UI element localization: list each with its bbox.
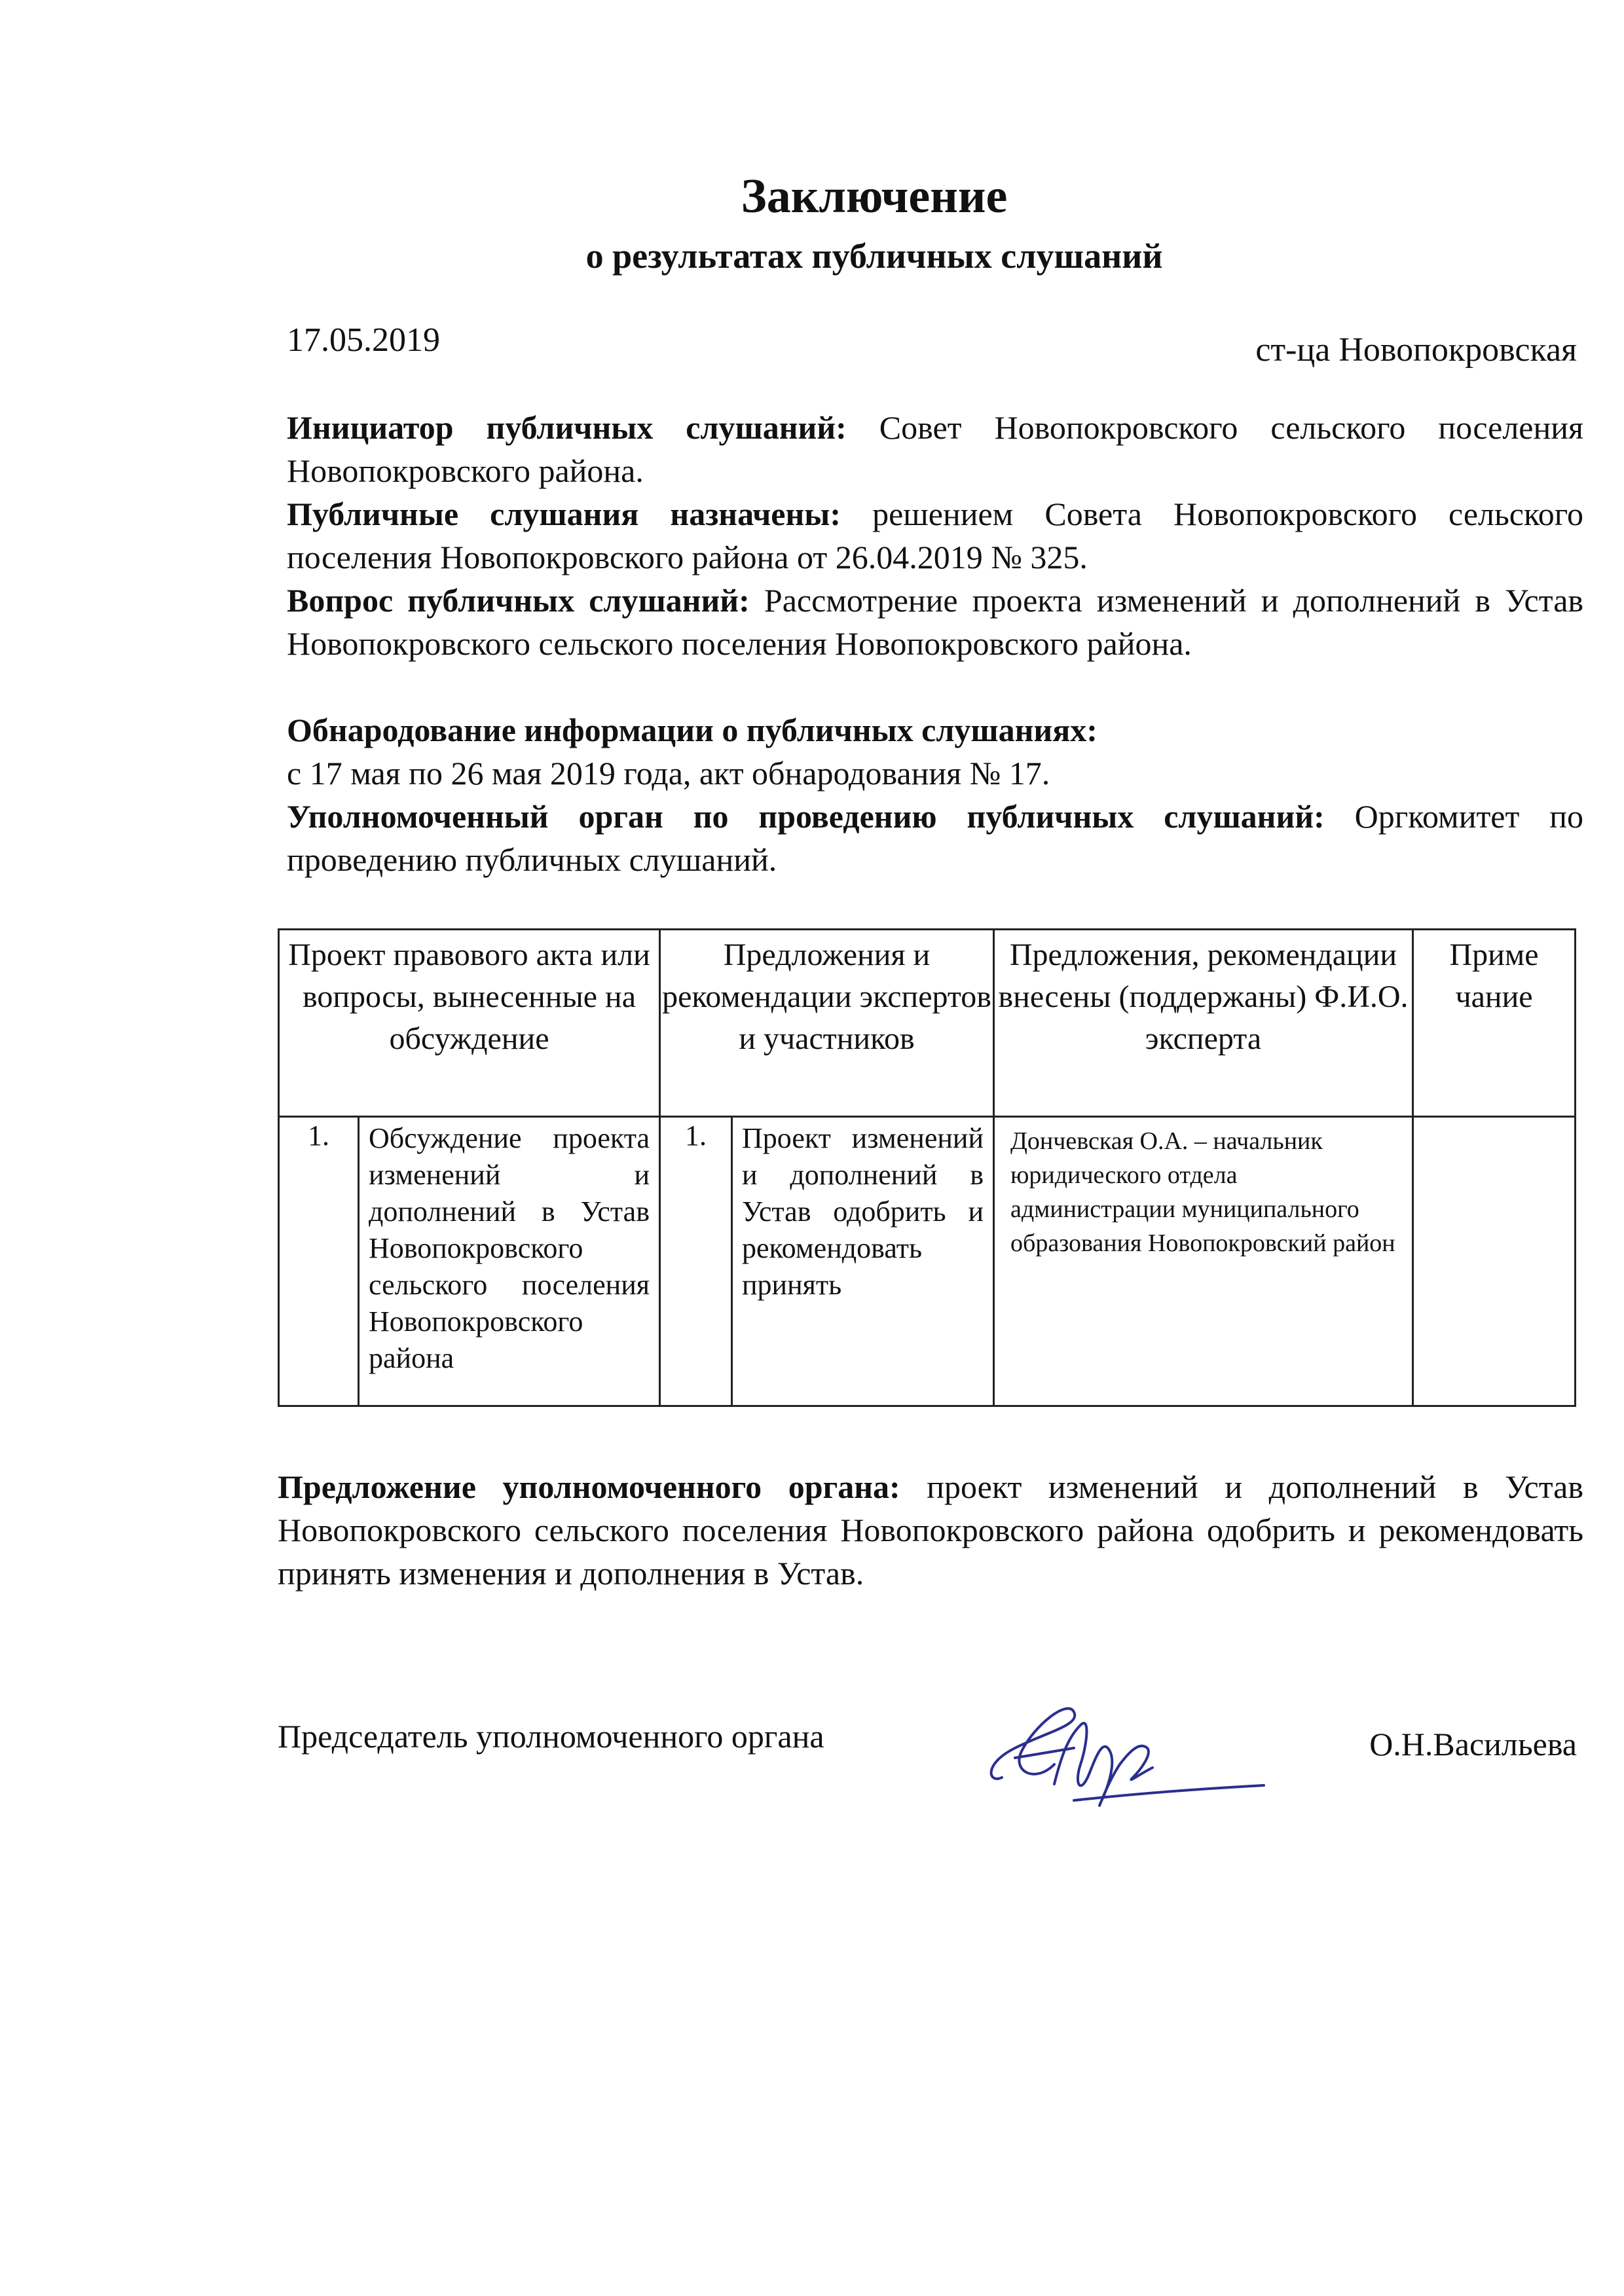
- proposal-number: 1.: [660, 1117, 732, 1406]
- proposal-cell: Проект изменений и дополнений в Устав одобрить и рекомендовать принять: [732, 1117, 994, 1406]
- publication-label: Обнародование информации о публичных слушаниях:: [287, 712, 1098, 748]
- table-row: [279, 1117, 1576, 1406]
- question-text: Рассмотрение проекта изменений и дополнений в Устав Новопокровского сельского поселения Новопокровского района.: [287, 582, 1584, 662]
- conclusion-text: проект изменений и дополнений в Устав Новопокровского сельского поселения Новопокровского района одобрить и рекомендовать принять изменения и дополнения в Устав.: [278, 1468, 1583, 1592]
- conclusion-paragraph: [278, 1465, 1583, 1595]
- publication-text: с 17 мая по 26 мая 2019 года, акт обнародования № 17.: [287, 755, 1050, 792]
- question-paragraph: [287, 579, 1583, 665]
- handwritten-signature: [976, 1686, 1277, 1830]
- document-title: Заключение: [741, 170, 1008, 223]
- authority-paragraph: [287, 795, 1583, 881]
- signature-strokes: [991, 1709, 1264, 1806]
- question-label: Вопрос публичных слушаний:: [287, 582, 750, 619]
- header-note: Приме чание: [1413, 930, 1576, 1117]
- document-date: 17.05.2019: [287, 321, 440, 359]
- table-header-row: [279, 930, 1576, 1117]
- header-project: Проект правового акта или вопросы, вынесенные на обсуждение: [279, 930, 660, 1117]
- note-cell: [1413, 1117, 1576, 1406]
- conclusion-label: Предложение уполномоченного органа:: [278, 1468, 900, 1505]
- authority-text: Оргкомитет по проведению публичных слушаний.: [287, 798, 1583, 878]
- appointed-paragraph: [287, 492, 1583, 579]
- publication-paragraph: [287, 708, 1583, 795]
- appointed-text: решением Совета Новопокровского сельского поселения Новопокровского района от 26.04.2019 № 325.: [287, 496, 1583, 575]
- document-subtitle: о результатах публичных слушаний: [585, 236, 1163, 276]
- appointed-label: Публичные слушания назначены:: [287, 496, 841, 532]
- signatory-role: Председатель уполномоченного органа: [278, 1718, 824, 1755]
- header-expert: Предложения, рекомендации внесены (поддержаны) Ф.И.О. эксперта: [994, 930, 1413, 1117]
- initiator-label: Инициатор публичных слушаний:: [287, 409, 847, 446]
- hearings-table: [278, 928, 1576, 1407]
- signatory-name: О.Н.Васильева: [1369, 1726, 1577, 1762]
- initiator-text: Совет Новопокровского сельского поселения Новопокровского района.: [287, 409, 1583, 489]
- document-place: ст-ца Новопокровская: [1255, 331, 1577, 369]
- header-proposals: Предложения и рекомендации экспертов и участников: [660, 930, 994, 1117]
- project-cell: Обсуждение проекта изменений и дополнений в Устав Новопокровского сельского поселения Новопокровского района: [359, 1117, 660, 1406]
- authority-label: Уполномоченный орган по проведению публичных слушаний:: [287, 798, 1325, 835]
- expert-cell: Дончевская О.А. – начальник юридического отдела администрации муниципального образования Новопокровский район: [994, 1117, 1413, 1406]
- initiator-paragraph: [287, 406, 1583, 492]
- row-number: 1.: [279, 1117, 359, 1406]
